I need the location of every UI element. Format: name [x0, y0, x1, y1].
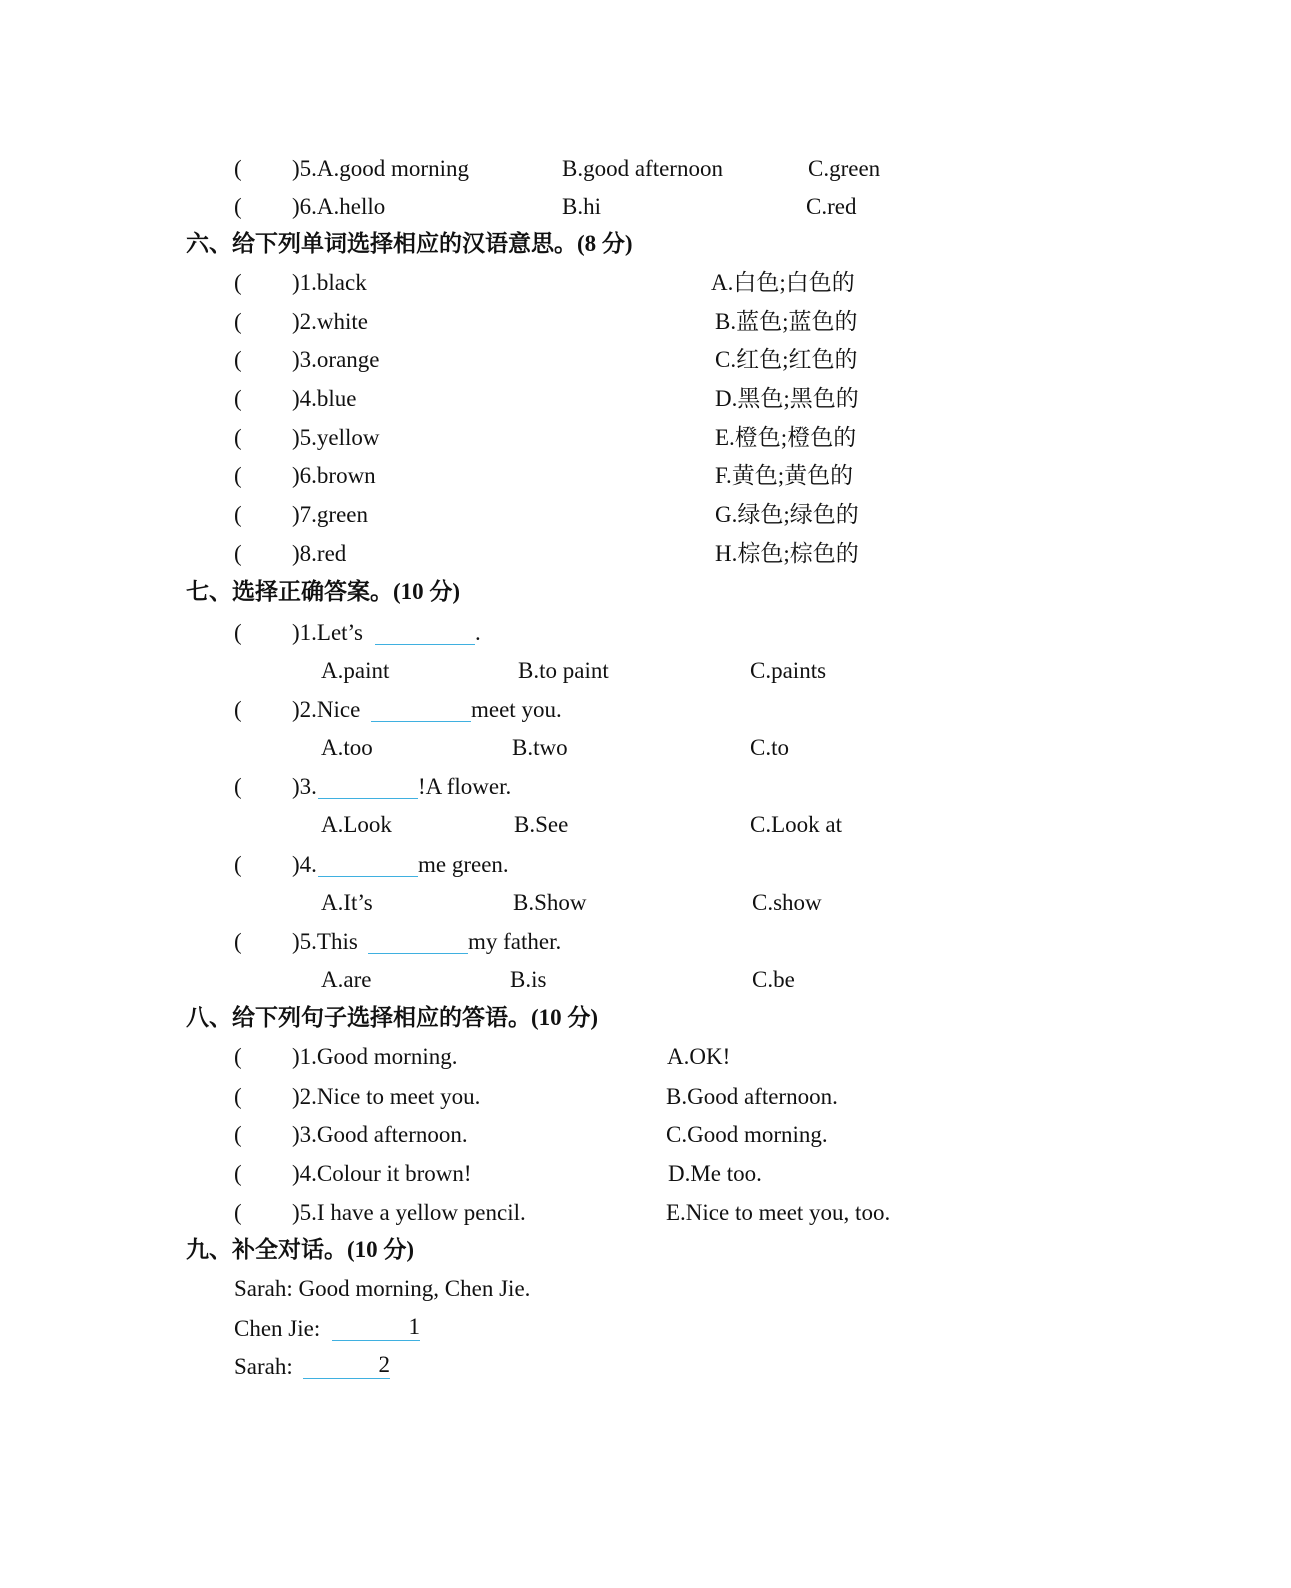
option-b: B.hi [562, 194, 601, 219]
word: )1.black [292, 270, 367, 295]
option-a: A.too [321, 735, 373, 760]
word: )5.yellow [292, 425, 380, 450]
blank-number: 2 [378, 1352, 390, 1377]
answer-paren: ( [234, 852, 242, 877]
speaker: Chen Jie: [234, 1316, 321, 1341]
section6-heading: 六、给下列单词选择相应的汉语意思。(8 分) [186, 231, 633, 256]
option-c: C.be [752, 967, 795, 992]
answer-paren: ( [234, 1122, 242, 1147]
sentence: )4.Colour it brown! [292, 1161, 472, 1186]
question-stem: )3. [292, 774, 317, 799]
option-a: A.It’s [321, 890, 373, 915]
dialogue-text: Sarah: Good morning, Chen Jie. [234, 1276, 531, 1301]
answer-paren: ( [234, 425, 242, 450]
option-c: C.Look at [750, 812, 842, 837]
meaning-option: E.橙色;橙色的 [715, 425, 857, 450]
answer-paren: ( [234, 1044, 242, 1069]
option-b: B.is [510, 967, 547, 992]
blank-number: 1 [408, 1314, 420, 1339]
answer-paren: ( [234, 1161, 242, 1186]
answer-paren: ( [234, 347, 242, 372]
question-tail: me green. [418, 852, 509, 877]
fill-blank[interactable] [332, 1316, 420, 1341]
option-a: A.are [321, 967, 372, 992]
fill-blank[interactable] [303, 1354, 390, 1379]
section8-heading: 八、给下列句子选择相应的答语。(10 分) [186, 1005, 599, 1030]
reply-option: D.Me too. [668, 1161, 762, 1186]
answer-paren: ( [234, 194, 242, 219]
answer-paren: ( [234, 463, 242, 488]
option-a: A.Look [321, 812, 392, 837]
meaning-option: H.棕色;棕色的 [715, 541, 859, 566]
option-b: B.good afternoon [562, 156, 723, 181]
meaning-option: F.黄色;黄色的 [715, 463, 854, 488]
word: )6.brown [292, 463, 376, 488]
word: )4.blue [292, 386, 357, 411]
reply-option: C.Good morning. [666, 1122, 828, 1147]
option-c: C.show [752, 890, 822, 915]
reply-option: B.Good afternoon. [666, 1084, 838, 1109]
sentence: )2.Nice to meet you. [292, 1084, 481, 1109]
question-stem: )5.A.good morning [292, 156, 469, 181]
sentence: )3.Good afternoon. [292, 1122, 468, 1147]
option-b: B.to paint [518, 658, 609, 683]
sentence: )5.I have a yellow pencil. [292, 1200, 526, 1225]
fill-blank[interactable] [375, 620, 475, 645]
option-c: C.red [806, 194, 857, 219]
option-b: B.Show [513, 890, 587, 915]
option-a: A.paint [321, 658, 390, 683]
sentence: )1.Good morning. [292, 1044, 458, 1069]
question-tail: . [475, 620, 481, 645]
option-b: B.two [512, 735, 568, 760]
meaning-option: C.红色;红色的 [715, 347, 858, 372]
answer-paren: ( [234, 1084, 242, 1109]
answer-paren: ( [234, 541, 242, 566]
fill-blank[interactable] [371, 697, 471, 722]
answer-paren: ( [234, 502, 242, 527]
question-tail: meet you. [471, 697, 562, 722]
fill-blank[interactable] [318, 774, 418, 799]
answer-paren: ( [234, 1200, 242, 1225]
section9-heading: 九、补全对话。(10 分) [186, 1237, 415, 1262]
option-c: C.to [750, 735, 789, 760]
meaning-option: B.蓝色;蓝色的 [715, 309, 858, 334]
speaker: Sarah: [234, 1354, 293, 1379]
question-stem: )6.A.hello [292, 194, 386, 219]
option-c: C.paints [750, 658, 827, 683]
answer-paren: ( [234, 774, 242, 799]
answer-paren: ( [234, 309, 242, 334]
question-tail: my father. [468, 929, 562, 954]
word: )2.white [292, 309, 369, 334]
fill-blank[interactable] [368, 929, 468, 954]
meaning-option: D.黑色;黑色的 [715, 386, 859, 411]
word: )8.red [292, 541, 347, 566]
question-stem: )2.Nice [292, 697, 361, 722]
question-stem: )5.This [292, 929, 358, 954]
answer-paren: ( [234, 156, 242, 181]
question-stem: )4. [292, 852, 317, 877]
meaning-option: G.绿色;绿色的 [715, 502, 859, 527]
answer-paren: ( [234, 697, 242, 722]
question-tail: !A flower. [418, 774, 512, 799]
meaning-option: A.白色;白色的 [711, 270, 855, 295]
answer-paren: ( [234, 386, 242, 411]
reply-option: A.OK! [667, 1044, 731, 1069]
answer-paren: ( [234, 270, 242, 295]
word: )7.green [292, 502, 368, 527]
answer-paren: ( [234, 620, 242, 645]
option-c: C.green [808, 156, 881, 181]
reply-option: E.Nice to meet you, too. [666, 1200, 891, 1225]
section7-heading: 七、选择正确答案。(10 分) [186, 579, 461, 604]
fill-blank[interactable] [318, 852, 418, 877]
word: )3.orange [292, 347, 380, 372]
question-stem: )1.Let’s [292, 620, 363, 645]
option-b: B.See [514, 812, 569, 837]
answer-paren: ( [234, 929, 242, 954]
